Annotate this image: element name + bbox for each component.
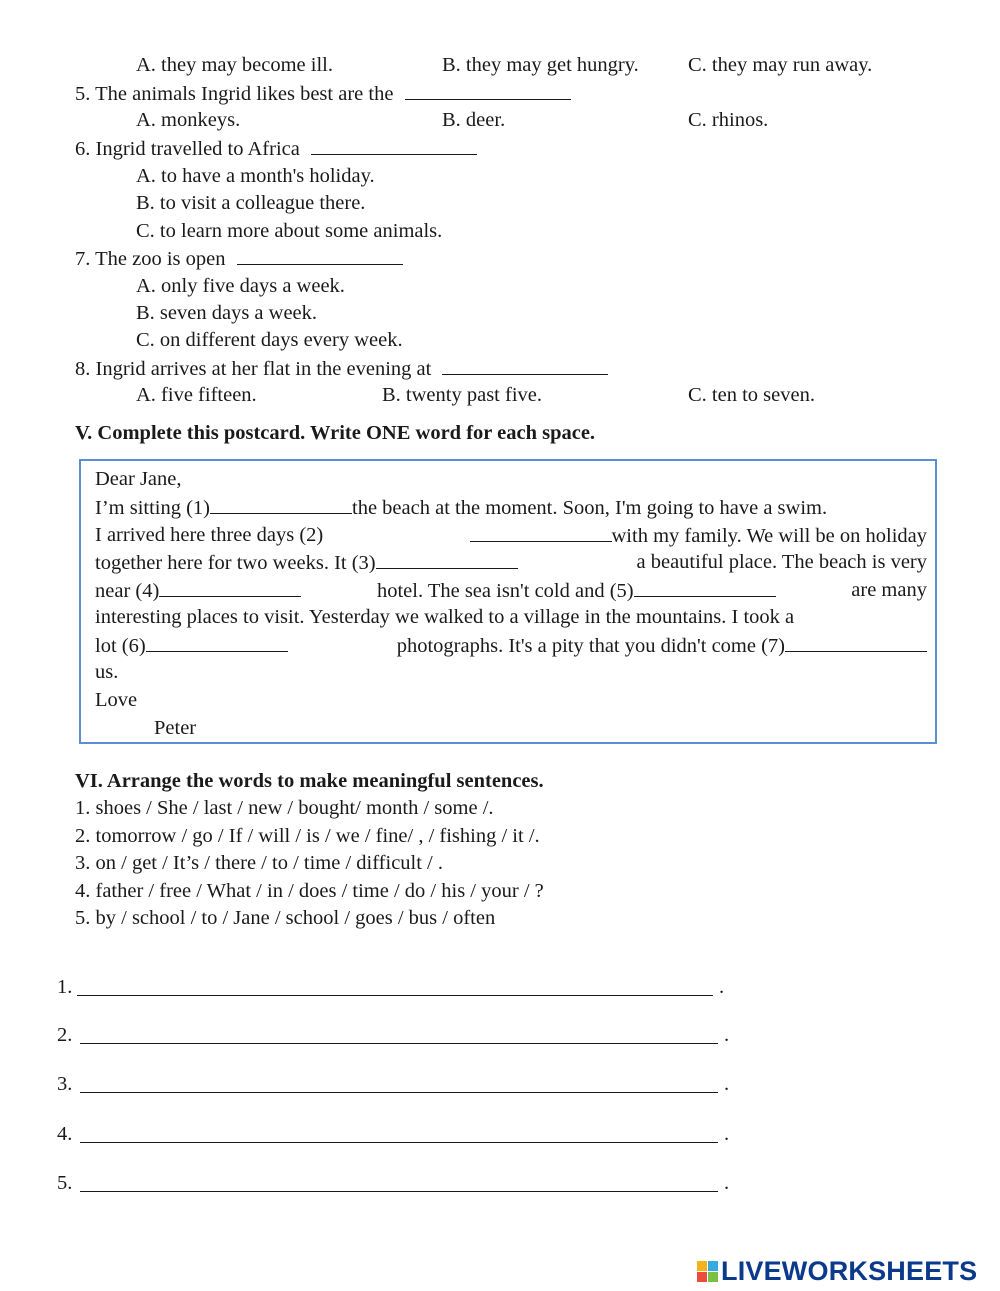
q7-option-b: B. seven days a week. bbox=[136, 302, 318, 324]
q6-question bbox=[75, 136, 477, 161]
q5-question bbox=[75, 81, 571, 106]
postcard-text: near (4) bbox=[95, 580, 160, 602]
postcard-text: photographs. It's a pity that you didn't come (7) bbox=[396, 635, 785, 657]
q4-option-b: B. they may get hungry. bbox=[442, 54, 639, 76]
postcard-text: with my family. We will be on holiday bbox=[611, 525, 927, 547]
postcard-text: hotel. The sea isn't cold and (5) bbox=[376, 580, 634, 602]
q6-option-b: B. to visit a colleague there. bbox=[136, 192, 366, 214]
q6-stem: 6. Ingrid travelled to Africa bbox=[75, 138, 300, 160]
q6-option-a: A. to have a month's holiday. bbox=[136, 165, 375, 187]
q6-answer-blank[interactable] bbox=[311, 136, 477, 155]
q8-question bbox=[75, 356, 608, 381]
postcard-text: lot (6) bbox=[95, 635, 146, 657]
q5-option-b: B. deer. bbox=[442, 109, 506, 131]
postcard-box bbox=[79, 459, 937, 744]
gap-7-blank[interactable] bbox=[785, 633, 927, 652]
q8-option-c: C. ten to seven. bbox=[688, 384, 815, 406]
q7-stem: 7. The zoo is open bbox=[75, 248, 226, 270]
q5-stem: 5. The animals Ingrid likes best are the bbox=[75, 83, 394, 105]
postcard-line-7: us. bbox=[95, 661, 119, 683]
postcard-text: together here for two weeks. It (3) bbox=[95, 552, 376, 574]
postcard-text: I’m sitting (1) bbox=[95, 497, 211, 519]
answer-line-2[interactable] bbox=[80, 1043, 718, 1044]
gap-2-blank[interactable] bbox=[470, 523, 612, 542]
scramble-item: 2. tomorrow / go / If / will / is / we / fine/ , / fishing / it /. bbox=[75, 825, 540, 847]
postcard-line-4 bbox=[95, 578, 927, 603]
section5-heading: V. Complete this postcard. Write ONE word for each space. bbox=[75, 422, 596, 444]
postcard-line-3 bbox=[95, 550, 927, 575]
brand-name: LIVEWORKSHEETS bbox=[721, 1255, 978, 1286]
scramble-item: 1. shoes / She / last / new / bought/ month / some /. bbox=[75, 797, 494, 819]
postcard-text: the beach at the moment. Soon, I'm going to have a swim. bbox=[352, 497, 828, 519]
postcard-text: I arrived here three days (2) bbox=[95, 524, 324, 546]
postcard-signature: Peter bbox=[154, 717, 197, 739]
section6-heading: VI. Arrange the words to make meaningful sentences. bbox=[75, 770, 544, 792]
q8-option-a: A. five fifteen. bbox=[136, 384, 257, 406]
postcard-greeting: Dear Jane, bbox=[95, 468, 182, 490]
q7-answer-blank[interactable] bbox=[237, 246, 403, 265]
gap-6-blank[interactable] bbox=[146, 633, 288, 652]
answer-number: 2. bbox=[57, 1024, 73, 1046]
postcard-text: are many bbox=[851, 579, 927, 601]
q8-answer-blank[interactable] bbox=[442, 356, 608, 375]
answer-number: 3. bbox=[57, 1073, 73, 1095]
postcard-line-2 bbox=[95, 523, 927, 548]
q8-stem: 8. Ingrid arrives at her flat in the evening at bbox=[75, 358, 432, 380]
postcard-line-1 bbox=[95, 495, 927, 520]
q5-option-a: A. monkeys. bbox=[136, 109, 241, 131]
answer-period: . bbox=[724, 1073, 730, 1095]
postcard-line-6 bbox=[95, 633, 927, 658]
q6-option-c: C. to learn more about some animals. bbox=[136, 220, 443, 242]
scramble-item: 5. by / school / to / Jane / school / goes / bus / often bbox=[75, 907, 496, 929]
liveworksheets-logo[interactable] bbox=[697, 1256, 977, 1286]
postcard-text: a beautiful place. The beach is very bbox=[636, 551, 927, 573]
gap-4-blank[interactable] bbox=[159, 578, 301, 597]
answer-line-5[interactable] bbox=[80, 1191, 718, 1192]
q4-option-c: C. they may run away. bbox=[688, 54, 873, 76]
answer-number: 4. bbox=[57, 1123, 73, 1145]
answer-period: . bbox=[724, 1024, 730, 1046]
postcard-closing: Love bbox=[95, 689, 138, 711]
answer-line-3[interactable] bbox=[80, 1092, 718, 1093]
q7-question bbox=[75, 246, 403, 271]
q8-option-b: B. twenty past five. bbox=[382, 384, 542, 406]
scramble-item: 3. on / get / It’s / there / to / time / difficult / . bbox=[75, 852, 443, 874]
answer-number: 1. bbox=[57, 976, 73, 998]
q7-option-a: A. only five days a week. bbox=[136, 275, 345, 297]
gap-3-blank[interactable] bbox=[376, 550, 518, 569]
answer-period: . bbox=[724, 1123, 730, 1145]
answer-number: 5. bbox=[57, 1172, 73, 1194]
q4-option-a: A. they may become ill. bbox=[136, 54, 333, 76]
q7-option-c: C. on different days every week. bbox=[136, 329, 403, 351]
postcard-text: interesting places to visit. Yesterday we walked to a village in the mountains. I took a bbox=[95, 606, 795, 628]
q5-answer-blank[interactable] bbox=[405, 81, 571, 100]
q5-option-c: C. rhinos. bbox=[688, 109, 769, 131]
liveworksheets-mark-icon bbox=[697, 1261, 718, 1282]
gap-1-blank[interactable] bbox=[210, 495, 352, 514]
answer-period: . bbox=[724, 1172, 730, 1194]
answer-period: . bbox=[719, 976, 725, 998]
postcard-line-5 bbox=[95, 605, 927, 629]
answer-line-4[interactable] bbox=[80, 1142, 718, 1143]
scramble-item: 4. father / free / What / in / does / time / do / his / your / ? bbox=[75, 880, 544, 902]
gap-5-blank[interactable] bbox=[634, 578, 776, 597]
answer-line-1[interactable] bbox=[77, 995, 713, 996]
